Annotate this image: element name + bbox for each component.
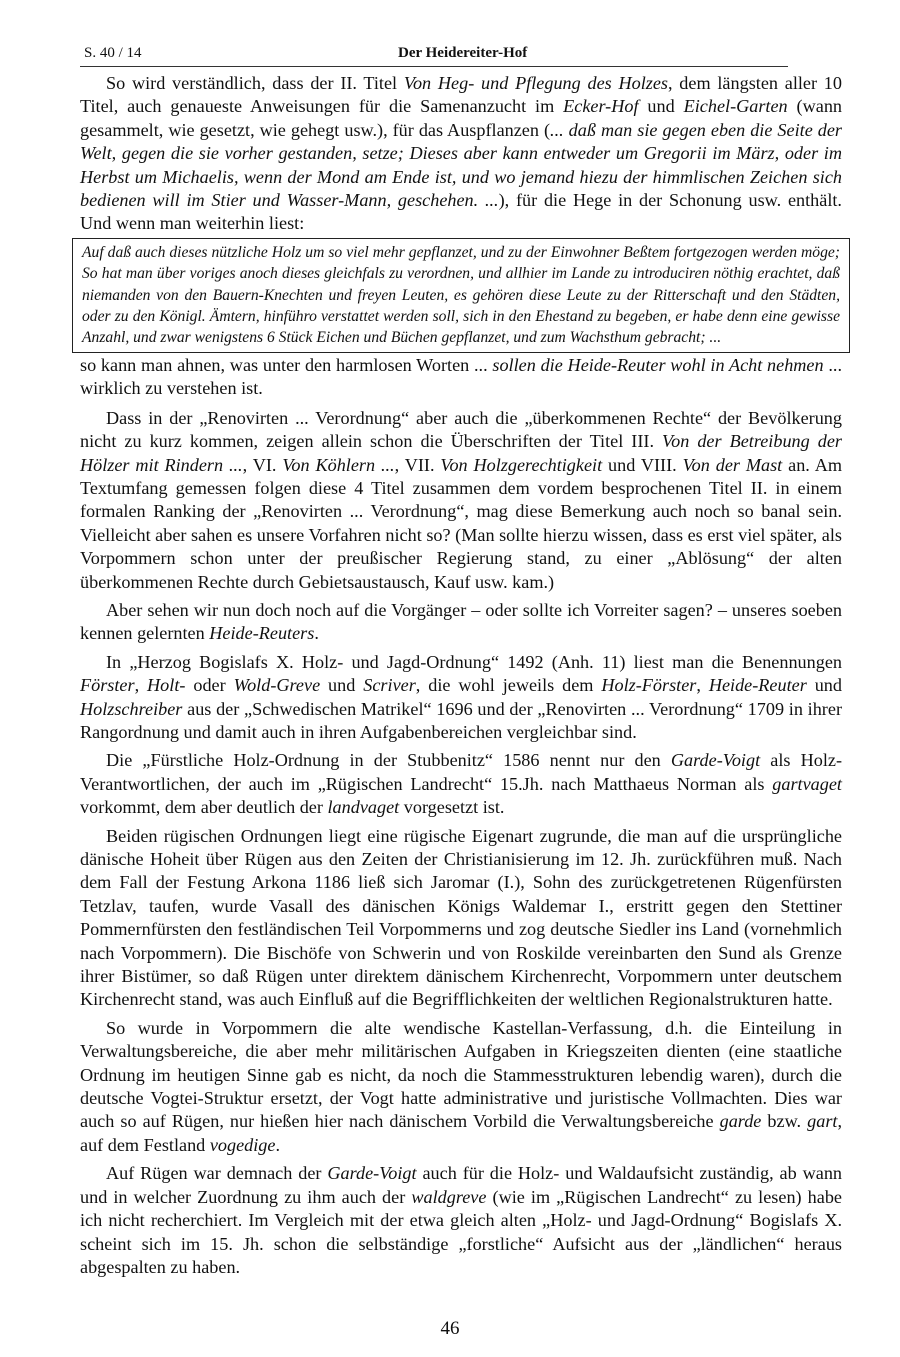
text-run: Dass in der „Renovirten ... Verordnung“ aber auch die „überkommenen Rechte“ der Bevölkerung nicht zu kurz kommen, zeigen allein schon die Überschriften der Titel III. xyxy=(80,407,842,452)
italic-text: Von der Mast xyxy=(682,454,783,475)
paragraph xyxy=(80,1017,842,1157)
paragraph-continuation xyxy=(80,354,842,401)
text-run: vorkommt, dem aber deutlich der xyxy=(80,797,328,818)
text-run: Beiden rügischen Ordnungen liegt eine rügische Eigenart zugrunde, die man auf die ursprüngliche dänische Hoheit über Rügen aus den Zeiten der Christianisierung im 12. Jh. zurückführen muß. Nach dem Fall der Festung Arkona 1186 ließ sich Jaromar (I.), Sohn des zurückgetretenen Rügenfürsten Tetzlav, taufen, wurde Vasall des dänischen Königs Waldemar I., erstritt gegen den Stettiner Pommernfürsten den festländischen Teil Vorpommerns und zog deutsche Siedler ins Land (vornehmlich nach Vorpommern). Die Bischöfe von Schwerin und von Roskilde vereinbarten den Sund als Grenze ihrer Bistümer, so daß Rügen unter direktem dänischem Kirchenrecht, Vorpommern unter deutschem Kirchenrecht stand, was auch Einfluß auf die Begrifflichkeiten der weltlichen Regionalstrukturen hatte. xyxy=(80,825,842,1010)
text-run: , xyxy=(696,675,709,696)
text-run: So wird verständlich, dass der II. Titel xyxy=(106,73,404,93)
paragraph xyxy=(80,599,842,646)
italic-text: Holzschreiber xyxy=(80,698,183,719)
text-run: bzw. xyxy=(761,1111,808,1132)
italic-text: Ecker-Hof xyxy=(563,96,639,117)
running-header xyxy=(80,42,788,67)
italic-text: garde xyxy=(719,1111,762,1132)
italic-text: Garde-Voigt xyxy=(670,750,761,771)
italic-text: Von Holzgerechtigkeit xyxy=(440,454,603,475)
text-run: So wurde in Vorpommern die alte wendische Kastellan-Verfassung, d.h. die Einteilung in Verwaltungsbereiche, die aber mehr militärischen Aufgaben in Kriegszeiten dienten (eine staatliche Ordnung im heutigen Sinne gab es nicht, da noch die Stammesstrukturen lebendig waren), durch die deutsche Vogtei-Struktur ersetzt, der Vogt hatte administrative und juristische Vollmachten. Dies war auch so auf Rügen, nur hießen hier nach dänischem Vorbild die Verwaltungsbereiche xyxy=(80,1017,842,1132)
italic-text: Von Heg- und Pflegung des Holzes xyxy=(403,73,668,93)
text-run: , die wohl jeweils dem xyxy=(415,675,602,696)
paragraph xyxy=(80,407,842,594)
text-run: (wie im „Rügischen Landrecht“ zu lesen) habe ich nicht recherchiert. Im Vergleich mit der etwa gleich alten „Holz- und Jagd-Ordnung“ Bogislafs X. scheint sich im 15. Jh. schon die selbständige „forstliche“ Aufsicht aus der „ländlichen“ heraus abgespalten zu haben. xyxy=(80,1186,842,1277)
text-run: und xyxy=(320,675,364,696)
text-run: und xyxy=(638,96,684,117)
italic-text: Scriver xyxy=(363,675,416,696)
italic-text: landvaget xyxy=(327,797,400,818)
text-run: Die „Fürstliche Holz-Ordnung in der Stubbenitz“ 1586 nennt nur den xyxy=(106,750,671,771)
quote-box: Auf daß auch dieses nützliche Holz um so viel mehr gepflanzet, und zu der Einwohner Beßtem fortgezogen werden möge; So hat man über voriges anoch dieses gleichfals zu verordnen, und allhier im Lande zu introduciren nöthig erachtet, daß niemanden von den Bauern-Knechten und freyen Leuten, es gehören diese Leute zu der Ritterschaft und den Städten, oder zu den Königl. Ämtern, hinführo verstattet werden soll, sich in den Ehestand zu begeben, er habe denn eine gewisse Anzahl, und zwar wenigstens 6 Stück Eichen und Büchen gepflanzet, und zum Wachsthum gebracht; ... xyxy=(72,238,850,353)
text-run: , auf dem Festland xyxy=(80,1111,842,1155)
italic-text: Wold-Greve xyxy=(233,675,321,696)
text-run: und xyxy=(806,675,842,696)
italic-text: Von der Betreibung der Hölzer mit Rindern ... xyxy=(80,431,842,475)
text-run: ), für die Hege in der Schonung usw. enthält. Und wenn man weiterhin liest: xyxy=(80,190,842,234)
italic-text: Holt- xyxy=(147,675,186,696)
italic-text: Heide-Reuters xyxy=(209,623,315,644)
text-run: (wann gesammelt, wie gesetzt, wie gehegt usw.), für das Auspflanzen ( xyxy=(80,96,843,140)
paragraph xyxy=(80,651,842,745)
text-run: vorgesetzt ist. xyxy=(399,797,505,818)
text-run: , dem längsten aller 10 Titel, auch genaueste Anweisungen für die Samenanzucht im xyxy=(80,73,842,117)
text-run: an. Am Textumfang gemessen folgen diese 4 Titel zusammen dem vordem besprochenen Titel II. in einem formalen Ranking der „Renovirten ... Verordnung“, mag diese Bemerkung auch noch so banal sein. Vielleicht aber sahen es unsere Vorfahren nicht so? (Man sollte hierzu wissen, dass es erst viel später, als Vorpommern schon unter der preußischer Regierung stand, zu einer „Ablösung“ der alten überkommenen Rechte durch Gebietsaustausch, Kauf usw. kam.) xyxy=(80,454,842,592)
text-run: In „Herzog Bogislafs X. Holz- und Jagd-Ordnung“ 1492 (Anh. 11) liest man die Benennungen xyxy=(106,651,842,672)
italic-text: ... daß man sie gegen eben die Seite der Welt, gegen die sie vorher gestanden, setze; Dieses aber kann entweder um Gregorii im März, oder im Herbst um Michaelis, wenn der Mond am Ende ist, und wo jemand hiezu der himmlischen Zeichen sich bedienen will im Stier und Wasser-Mann, geschehen. ... xyxy=(80,119,843,211)
page-number: 46 xyxy=(440,1318,460,1339)
text-run: , VI. xyxy=(242,454,283,475)
text-run: , xyxy=(134,675,148,696)
text-run: aus der „Schwedischen Matrikel“ 1696 und der „Renovirten ... Verordnung“ 1709 in ihrer Rangordnung und damit auch in ihren Aufgabenbereichen vergleichbar sind. xyxy=(80,698,842,742)
body-text xyxy=(80,72,842,1284)
paragraph xyxy=(80,1162,842,1279)
italic-text: vogedige xyxy=(209,1134,276,1155)
paragraph xyxy=(80,749,842,819)
text-run: so kann man ahnen, was unter den harmlosen Worten ... xyxy=(80,354,493,375)
italic-text: Eichel-Garten xyxy=(683,96,788,117)
italic-text: gartvaget xyxy=(772,773,842,794)
italic-text: Garde-Voigt xyxy=(327,1163,417,1184)
text-run: als Holz-Verantwortlichen, der auch im „Rügischen Landrecht“ 15.Jh. nach Matthaeus Norman als xyxy=(80,750,842,794)
text-run: und VIII. xyxy=(602,454,683,475)
italic-text: waldgreve xyxy=(411,1186,487,1207)
text-run: auch für die Holz- und Waldaufsicht zuständig, ab wann und in welcher Zuordnung zu ihm auch der xyxy=(80,1163,843,1207)
italic-text: Förster xyxy=(80,675,135,696)
italic-text: gart xyxy=(807,1111,838,1132)
text-run: ... wirklich zu verstehen ist. xyxy=(80,354,842,399)
text-run: Aber sehen wir nun doch noch auf die Vorgänger – oder sollte ich Vorreiter sagen? – unseres soeben kennen gelernten xyxy=(80,599,842,644)
header-page-reference: S. 40 / 14 xyxy=(84,45,142,61)
paragraph xyxy=(80,72,842,236)
text-run: , VII. xyxy=(394,454,441,475)
italic-text: sollen die Heide-Reuter wohl in Acht nehmen xyxy=(492,354,824,375)
paragraph xyxy=(80,825,842,1012)
italic-text: Holz-Förster xyxy=(601,675,697,696)
text-run: Auf Rügen war demnach der xyxy=(106,1163,328,1184)
text-run: oder xyxy=(185,675,234,696)
header-title: Der Heidereiter-Hof xyxy=(398,45,528,61)
italic-text: Heide-Reuter xyxy=(708,675,807,696)
text-run: . xyxy=(314,623,319,644)
text-run: . xyxy=(275,1134,281,1155)
italic-text: Von Köhlern ... xyxy=(282,454,395,475)
